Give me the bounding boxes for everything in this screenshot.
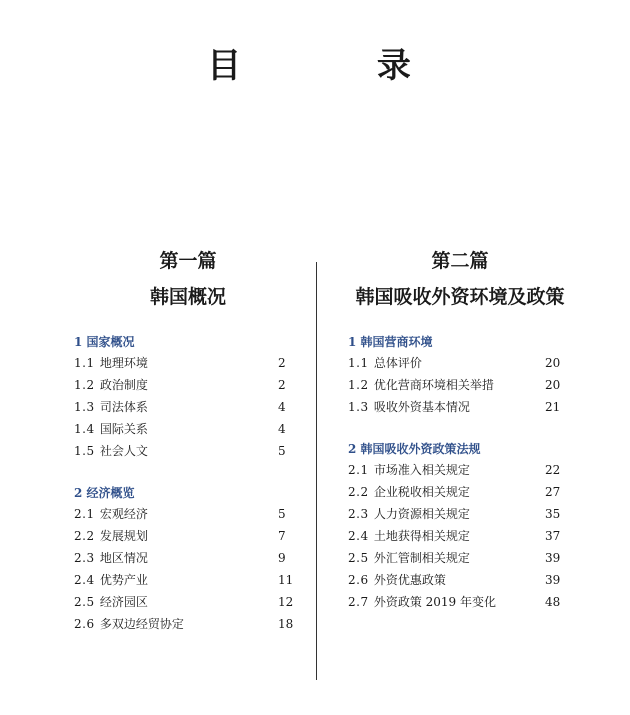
entry-page: 39 <box>545 573 561 587</box>
entry-label: 多双边经贸协定 <box>99 617 184 631</box>
toc-entry[interactable] <box>348 484 561 500</box>
entry-number: 1.2 <box>348 378 369 392</box>
entry-number: 2.7 <box>348 595 369 609</box>
entry-number: 1.1 <box>74 356 95 370</box>
entry-page: 20 <box>545 378 561 392</box>
toc-entry[interactable] <box>74 616 294 632</box>
entry-number: 2.4 <box>74 573 95 587</box>
entry-number: 2.2 <box>74 529 95 543</box>
entry-page: 39 <box>545 551 561 565</box>
entry-number: 2.1 <box>348 463 369 477</box>
entry-number: 1.3 <box>348 400 369 414</box>
toc-entry[interactable] <box>74 506 286 522</box>
section-heading[interactable]: 2 韩国吸收外资政策法规 <box>348 442 481 456</box>
entry-number: 2.6 <box>74 617 95 631</box>
toc-entry[interactable] <box>348 355 561 371</box>
entry-label: 吸收外资基本情况 <box>373 400 470 414</box>
entry-page: 48 <box>545 595 561 609</box>
entry-number: 1.1 <box>348 356 369 370</box>
entry-number: 1.3 <box>74 400 95 414</box>
part-two-number: 第二篇 <box>431 250 489 272</box>
entry-page: 5 <box>278 507 286 521</box>
part-two-title: 韩国吸收外资环境及政策 <box>355 286 565 308</box>
entry-number: 2.3 <box>348 507 369 521</box>
entry-page: 37 <box>545 529 561 543</box>
entry-number: 2.2 <box>348 485 369 499</box>
toc-entry[interactable] <box>74 355 286 371</box>
toc-entry[interactable] <box>348 528 561 544</box>
entry-number: 2.3 <box>74 551 95 565</box>
toc-entry[interactable] <box>74 399 286 415</box>
entry-label: 发展规划 <box>99 529 148 543</box>
entry-page: 18 <box>278 617 294 631</box>
entry-number: 1.4 <box>74 422 95 436</box>
entry-page: 4 <box>278 400 286 414</box>
entry-page: 12 <box>278 595 294 609</box>
entry-number: 1.5 <box>74 444 95 458</box>
entry-number: 2.6 <box>348 573 369 587</box>
toc-entry[interactable] <box>74 421 286 437</box>
entry-label: 市场准入相关规定 <box>373 463 470 477</box>
entry-label: 外资政策 2019 年变化 <box>373 595 496 609</box>
entry-label: 经济园区 <box>99 595 148 609</box>
toc-entry[interactable] <box>74 572 294 588</box>
entry-page: 27 <box>545 485 561 499</box>
entry-number: 1.2 <box>74 378 95 392</box>
entry-number: 2.5 <box>348 551 369 565</box>
entry-label: 优化营商环境相关举措 <box>373 378 494 392</box>
toc-entry[interactable] <box>348 506 561 522</box>
toc-entry[interactable] <box>74 528 286 544</box>
section-heading[interactable]: 1 韩国营商环境 <box>348 335 433 349</box>
entry-page: 11 <box>278 573 294 587</box>
entry-label: 外资优惠政策 <box>373 573 446 587</box>
toc-entry[interactable] <box>348 550 561 566</box>
entry-page: 7 <box>278 529 286 543</box>
entry-label: 地理环境 <box>99 356 148 370</box>
entry-label: 政治制度 <box>99 378 148 392</box>
entry-label: 社会人文 <box>99 444 148 458</box>
toc-entry[interactable] <box>348 377 561 393</box>
entry-page: 5 <box>278 444 286 458</box>
toc-entry[interactable] <box>74 594 294 610</box>
entry-page: 2 <box>278 378 286 392</box>
entry-label: 企业税收相关规定 <box>373 485 470 499</box>
entry-number: 2.5 <box>74 595 95 609</box>
entry-label: 优势产业 <box>99 573 148 587</box>
entry-label: 司法体系 <box>99 400 148 414</box>
section-heading[interactable]: 1 国家概况 <box>74 335 135 349</box>
column-divider <box>316 262 317 680</box>
toc-entry[interactable] <box>348 399 561 415</box>
entry-label: 土地获得相关规定 <box>373 529 470 543</box>
entry-page: 22 <box>545 463 561 477</box>
entry-label: 总体评价 <box>373 356 422 370</box>
entry-page: 4 <box>278 422 286 436</box>
toc-entry[interactable] <box>348 462 561 478</box>
toc-entry[interactable] <box>74 377 286 393</box>
entry-number: 2.1 <box>74 507 95 521</box>
entry-number: 2.4 <box>348 529 369 543</box>
entry-page: 2 <box>278 356 286 370</box>
entry-page: 21 <box>545 400 561 414</box>
part-two-column <box>345 248 565 310</box>
entry-label: 宏观经济 <box>99 507 148 521</box>
toc-entry[interactable] <box>74 443 286 459</box>
entry-label: 外汇管制相关规定 <box>373 551 470 565</box>
entry-label: 国际关系 <box>99 422 148 436</box>
part-one-title: 韩国概况 <box>149 286 226 308</box>
entry-page: 20 <box>545 356 561 370</box>
toc-title: 目 录 <box>207 46 473 86</box>
part-one-column <box>70 248 290 310</box>
entry-label: 人力资源相关规定 <box>373 507 470 521</box>
toc-entry[interactable] <box>348 594 561 610</box>
toc-entry[interactable] <box>348 572 561 588</box>
part-one-number: 第一篇 <box>159 250 217 272</box>
toc-entry[interactable] <box>74 550 286 566</box>
entry-page: 35 <box>545 507 561 521</box>
entry-label: 地区情况 <box>99 551 148 565</box>
entry-page: 9 <box>278 551 286 565</box>
section-heading[interactable]: 2 经济概览 <box>74 486 135 500</box>
